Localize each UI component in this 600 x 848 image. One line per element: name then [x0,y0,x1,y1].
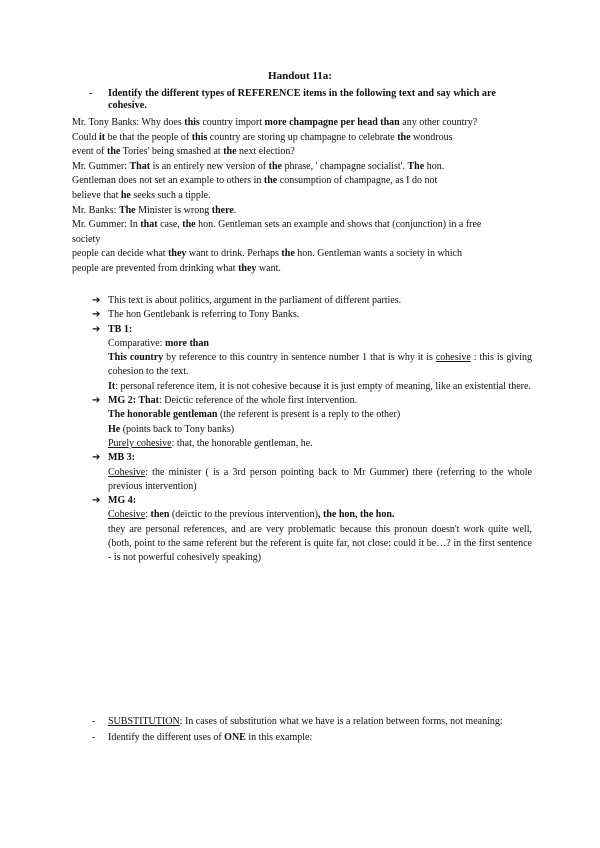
arrow-icon: ➔ [92,295,101,306]
analysis-notes [92,294,532,566]
substitution-section [92,716,532,748]
transcript-line: Mr. Tony Banks: Why does this country import more champagne per head than any other country? [72,117,478,128]
note-detail: Cohesive: the minister ( is a 3rd person pointing back to Mr Gummer) there (referring to the whole previous intervention) [108,466,532,492]
instruction-item [89,88,532,112]
note-item-mg2: ➔ MG 2: That: Deictic reference of the whole first intervention. [92,394,532,408]
transcript-line: Gentleman does not set an example to others in the consumption of champagne, as I do not [72,175,438,187]
arrow-icon: ➔ [92,309,101,321]
transcript-line: Mr. Banks: The Minister is wrong there. [72,204,237,216]
note-item-mb3 [92,451,532,465]
note-detail: This country by reference to this country in sentence number 1 that is why it is cohesive : this is giving cohesion to the text. [108,352,532,378]
note-item-mg4 [92,494,532,508]
note-detail: Cohesive: then (deictic to the previous intervention), the hon, the hon. [108,509,395,521]
transcript-line: believe that he seeks such a tipple. [72,189,211,201]
note-text: This text is about politics, argument in the parliament of different parties. [108,295,402,306]
handout-title: Handout 11a: [268,70,332,82]
one-item: - Identify the different uses of ONE in this example: [92,732,313,743]
arrow-icon: ➔ [92,495,101,507]
transcript [72,116,532,277]
transcript-line: event of the Tories' being smashed at the next election? [72,146,295,158]
transcript-line: society [72,233,101,245]
instruction-text: Identify the different types of REFERENCE items in the following text and say which are cohesive. [108,88,496,111]
note-text: The hon Gentlebank is referring to Tony Banks. [108,309,300,321]
dash-bullet: - [92,732,96,743]
note-detail: The honorable gentleman (the referent is present is a reply to the other) [108,409,401,421]
note-item [92,308,532,322]
transcript-line: Could it be that the people of this country are storing up champagne to celebrate the wondrous [72,131,453,143]
note-heading: MG 4: [108,495,137,507]
note-detail: Comparative: more than [108,337,209,349]
note-detail: He (points back to Tony banks) [108,423,235,435]
transcript-line: Mr. Gummer: In that case, the hon. Gentleman sets an example and shows that (conjunction) in a free [72,219,482,231]
transcript-line: Mr. Gummer: That is an entirely new version of the phrase, ' champagne socialist'. The hon. [72,160,445,172]
transcript-line: people are prevented from drinking what they want. [72,262,281,274]
substitution-label: SUBSTITUTION [108,716,180,727]
dash-bullet: - [92,716,96,727]
substitution-item: - SUBSTITUTION: In cases of substitution what we have is a relation between forms, not meaning: [92,716,503,727]
arrow-icon: ➔ [92,395,101,407]
dash-bullet: - [89,88,93,99]
transcript-line: people can decide what they want to drink. Perhaps the hon. Gentleman wants a society in which [72,248,462,260]
note-heading: TB 1: [108,323,133,335]
arrow-icon: ➔ [92,323,101,335]
arrow-icon: ➔ [92,452,101,464]
note-heading: MB 3: [108,452,135,464]
note-item [92,294,532,308]
note-detail: It: personal reference item, it is not cohesive because it is just empty of meaning, like an existential there. [108,380,531,392]
note-detail: Purely cohesive: that, the honorable gentleman, he. [108,437,313,449]
note-item-tb1 [92,323,532,337]
note-heading: MG 2: That [108,395,159,407]
note-detail: they are personal references, and are very problematic because this pronoun doesn't work quite well, (both, point to the same referent but the referent is quite far, not close: could it be…? in the first sentence - is not powerful cohesively speaking) [108,523,532,564]
